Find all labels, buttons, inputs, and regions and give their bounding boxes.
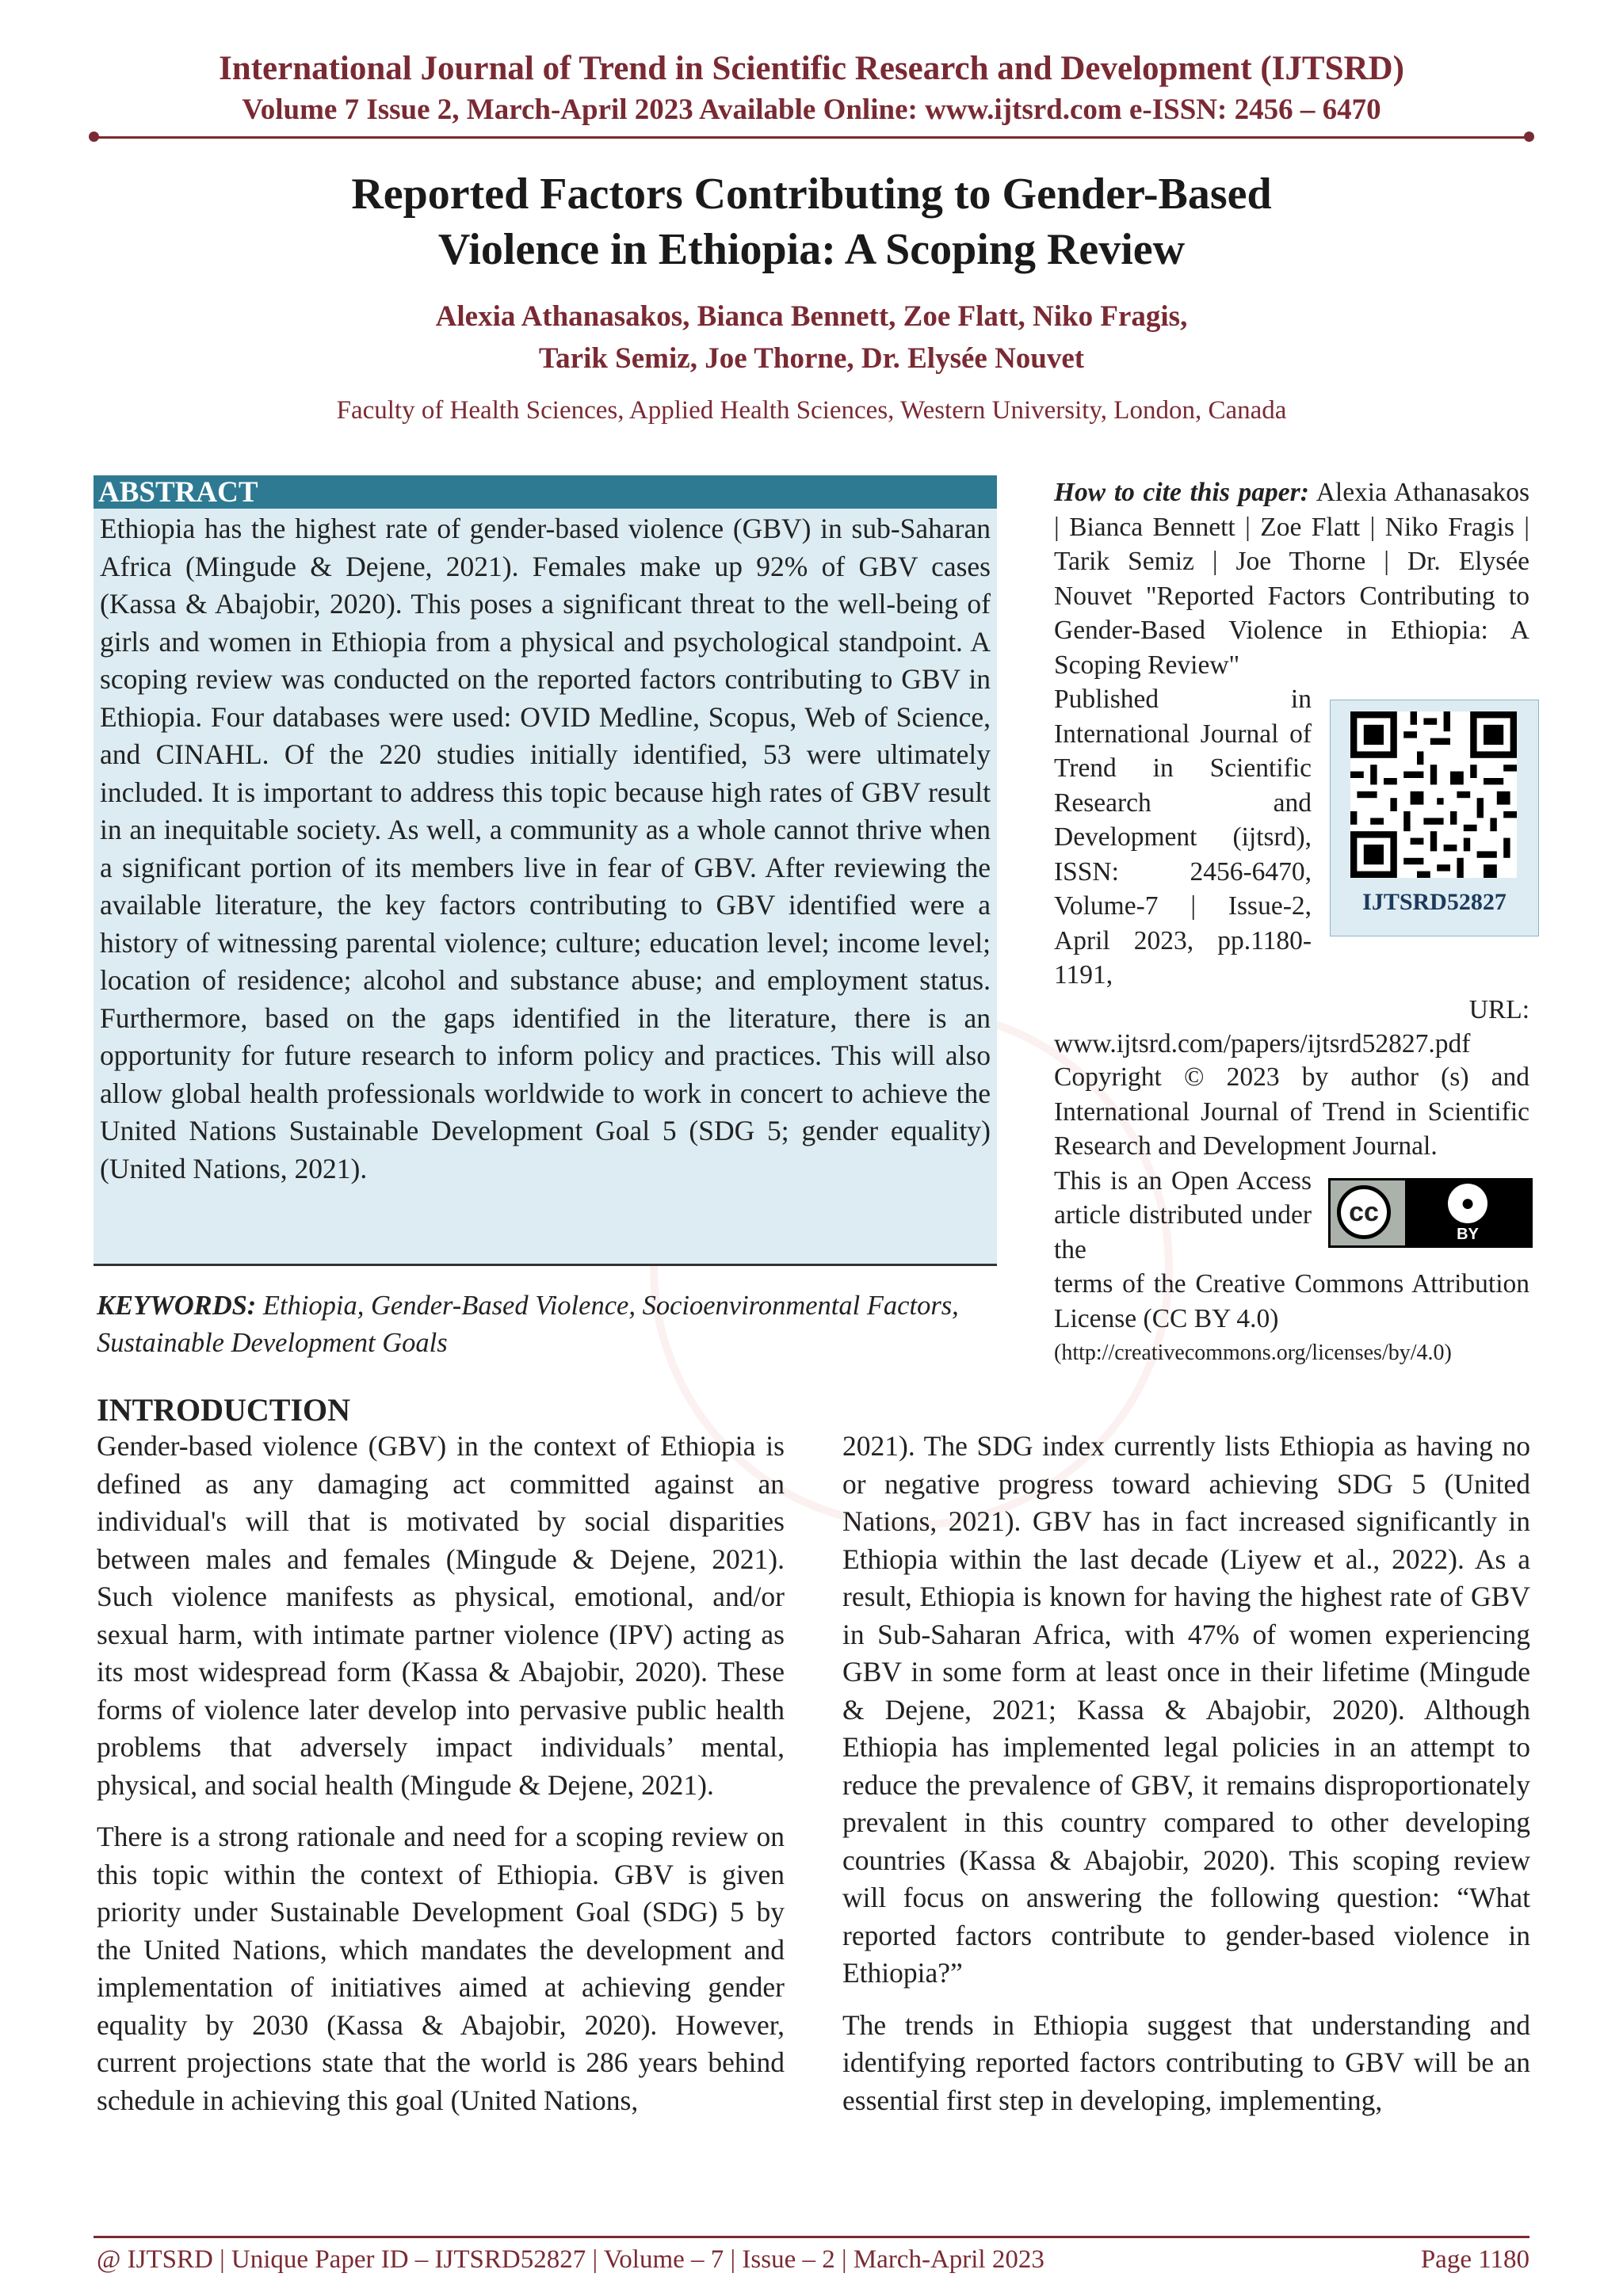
introduction-column-1 xyxy=(97,1428,785,2134)
attribution-by-label: BY xyxy=(1457,1226,1479,1243)
citation-publication: Published in International Journal of Trend in Scientific Research and Development (ijtsrd), ISSN: 2456-6470, Volume-7 | Issue-2, April 2023, pp.1180-1191, xyxy=(1054,685,1312,990)
intro-paragraph-4: The trends in Ethiopia suggest that understanding and identifying reported factors contributing to GBV will be an essential first step in developing, implementing, xyxy=(842,2008,1530,2116)
copyright-statement: Copyright © 2023 by author (s) and International Journal of Trend in Scientific Research and Development Journal. xyxy=(1054,1062,1529,1161)
introduction-column-2 xyxy=(842,1428,1530,2134)
cc-by-license-badge[interactable] xyxy=(1328,1178,1533,1248)
citation-authors-title: Alexia Athanasakos | Bianca Bennett | Zoe Flatt | Niko Fragis | Tarik Semiz | Joe Thorne | Dr. Elysée Nouvet "Reported Factors Contributing to Gender-Based Violence in Ethiopia: A Scoping Review" xyxy=(1054,478,1529,680)
citation-top xyxy=(1054,475,1529,682)
footer-divider xyxy=(94,2236,1529,2238)
keywords-label: KEYWORDS: xyxy=(97,1291,257,1321)
author-list xyxy=(0,296,1623,379)
header-divider-dot-right xyxy=(1524,132,1534,142)
qr-code-icon[interactable] xyxy=(1350,711,1517,878)
abstract-box xyxy=(94,475,997,1266)
footer-info: @ IJTSRD | Unique Paper ID – IJTSRD52827 | Volume – 7 | Issue – 2 | March-April 2023 xyxy=(97,2245,1044,2274)
attribution-person-icon: ● xyxy=(1448,1184,1487,1223)
intro-paragraph-3: 2021). The SDG index currently lists Ethiopia as having no or negative progress toward achieving SDG 5 (United Nations, 2021). GBV has in fact increased significantly in Ethiopia within the last decade (Liyew et al., 2022). As a result, Ethiopia is known for having the highest rate of GBV in Sub-Saharan Africa, with 47% of women experiencing GBV in some form at least once in their lifetime (Mingude & Dejene, 2021; Kassa & Abajobir, 2020). Although Ethiopia has implemented legal policies in an attempt to reduce the prevalence of GBV, it remains disproportionately prevalent in this country compared to other developing countries (Kassa & Abajobir, 2020). This scoping review will focus on answering the following question: “What reported factors contribute to gender-based violence in Ethiopia?” xyxy=(842,1430,1530,1989)
header-divider xyxy=(94,136,1529,139)
authors-line-2: Tarik Semiz, Joe Thorne, Dr. Elysée Nouvet xyxy=(538,342,1085,375)
citation-url[interactable]: www.ijtsrd.com/papers/ijtsrd52827.pdf xyxy=(1054,1029,1471,1058)
intro-paragraph-1: Gender-based violence (GBV) in the context of Ethiopia is defined as any damaging act committed against an individual's will that is motivated by social disparities between males and females (Mingude & Dejene, 2021). Such violence manifests as physical, emotional, and/or sexual harm, with intimate partner violence (IPV) acting as its most widespread form (Kassa & Abajobir, 2020). These forms of violence later develop into pervasive public health problems that adversely impact individuals’ mental, physical, and social health (Mingude & Dejene, 2021). xyxy=(97,1430,785,1801)
affiliation: Faculty of Health Sciences, Applied Health Sciences, Western University, London, Canada xyxy=(336,396,1287,425)
authors-line-1: Alexia Athanasakos, Bianca Bennett, Zoe Flatt, Niko Fragis, xyxy=(435,300,1188,333)
journal-issue-line: Volume 7 Issue 2, March-April 2023 Available Online: www.ijtsrd.com e-ISSN: 2456 – 6470 xyxy=(242,93,1381,126)
open-access-note: This is an Open Access article distributed under the xyxy=(1054,1165,1312,1264)
license-terms: terms of the Creative Commons Attribution License (CC BY 4.0) xyxy=(1054,1269,1529,1333)
citation-url-label: URL: xyxy=(1468,994,1529,1024)
paper-title xyxy=(0,166,1623,277)
creative-commons-icon: cc xyxy=(1337,1185,1391,1239)
paper-title-line-1: Reported Factors Contributing to Gender-Based xyxy=(351,170,1272,219)
attribution-badge xyxy=(1405,1180,1530,1245)
keywords-text: Ethiopia, Gender-Based Violence, Socioenvironmental Factors, Sustainable Development Goals xyxy=(97,1291,959,1358)
qr-code-box xyxy=(1330,700,1539,936)
keywords xyxy=(97,1287,1000,1362)
license-url[interactable]: (http://creativecommons.org/licenses/by/4.0) xyxy=(1054,1341,1452,1365)
intro-paragraph-2: There is a strong rationale and need for a scoping review on this topic within the context of Ethiopia. GBV is given priority under Sustainable Development Goal (SDG) 5 by the United Nations, which mandates the development and implementation of initiatives aimed at achieving gender equality by 2030 (Kassa & Abajobir, 2020). However, current projections state that the world is 286 years behind schedule in achieving this goal (United Nations, xyxy=(97,1821,785,2116)
paper-title-line-2: Violence in Ethiopia: A Scoping Review xyxy=(437,225,1186,274)
introduction-heading: INTRODUCTION xyxy=(97,1392,351,1428)
header-divider-dot-left xyxy=(89,132,99,142)
page-footer xyxy=(97,2245,1529,2275)
abstract-text: Ethiopia has the highest rate of gender-based violence (GBV) in sub-Saharan Africa (Mingude & Dejene, 2021). Females make up 92% of GBV cases (Kassa & Abajobir, 2020). This poses a significant threat to the well-being of girls and women in Ethiopia from a physical and psychological standpoint. A scoping review was conducted on the reported factors contributing to GBV in Ethiopia. Four databases were used: OVID Medline, Scopus, Web of Science, and CINAHL. Of the 220 studies initially identified, 53 were ultimately included. It is important to address this topic because high rates of GBV result in an inequitable society. As well, a community as a whole cannot thrive when a significant portion of its members live in fear of GBV. After reviewing the available literature, the key factors contributing to GBV identified were a history of witnessing parental violence; culture; education level; income level; location of residence; alcohol and substance abuse; and employment status. Furthermore, based on the gaps identified in the literature, there is an opportunity for future research to inform policy and practices. This will also allow global health professionals worldwide to work in concert to achieve the United Nations Sustainable Development Goal 5 (SDG 5; gender equality) (United Nations, 2021). xyxy=(100,513,991,1184)
page-number: Page 1180 xyxy=(1420,2245,1529,2274)
journal-title: International Journal of Trend in Scientific Research and Development (IJTSRD) xyxy=(219,50,1404,87)
paper-id-badge: IJTSRD52827 xyxy=(1362,889,1507,915)
abstract-heading: ABSTRACT xyxy=(94,475,997,509)
citation-label: How to cite this paper: xyxy=(1054,478,1309,507)
